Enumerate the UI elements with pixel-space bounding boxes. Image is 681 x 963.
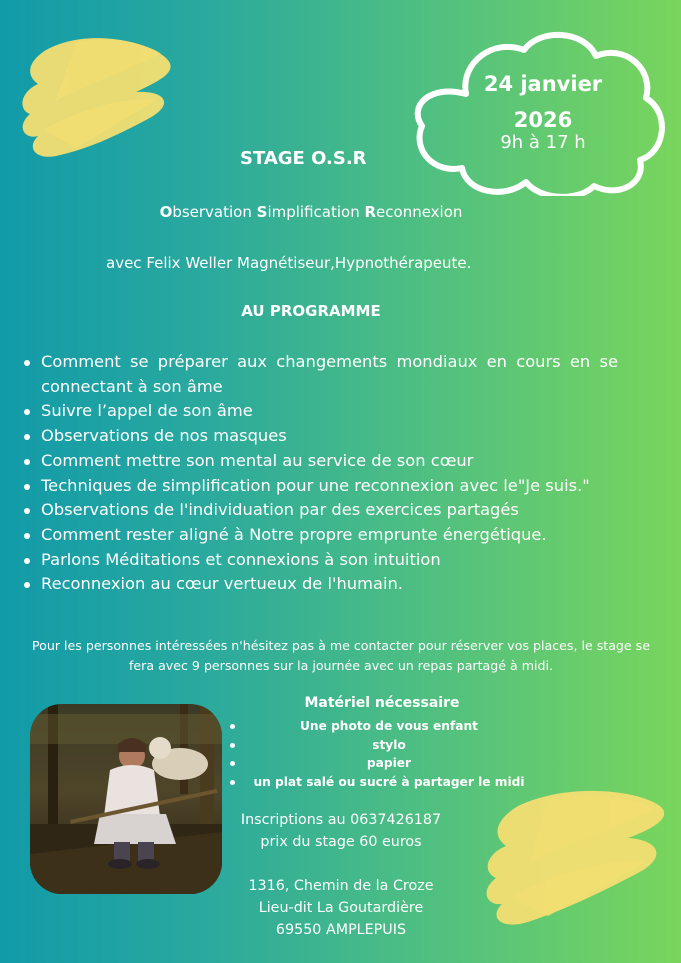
subtitle-word-simplification: implification — [267, 203, 365, 221]
facilitator-photo — [30, 704, 222, 894]
yellow-paint-stroke-bottom — [478, 782, 674, 930]
program-item: Techniques de simplification pour une reconnexion avec le"Je suis." — [22, 474, 618, 499]
event-date-day: 24 janvier — [483, 72, 603, 96]
subtitle-word-observation: bservation — [172, 203, 257, 221]
program-item: Comment mettre son mental au service de son cœur — [22, 449, 618, 474]
program-item: Observations de nos masques — [22, 424, 618, 449]
inscriptions-phone: Inscriptions au 0637426187 — [240, 812, 442, 828]
program-item: Comment se préparer aux changements mondiaux en cours en se connectant à son âme — [22, 350, 618, 399]
event-date-year: 2026 — [513, 108, 573, 132]
facilitator-line: avec Felix Weller Magnétiseur,Hypnothérapeute. — [106, 254, 472, 272]
subtitle — [0, 203, 622, 221]
address-line-2: Lieu-dit La Goutardière — [258, 900, 424, 916]
subtitle-initial-r: R — [364, 203, 377, 221]
stage-price: prix du stage 60 euros — [260, 834, 422, 850]
program-heading: AU PROGRAMME — [241, 302, 381, 320]
materials-list — [228, 717, 538, 791]
address-line-1: 1316, Chemin de la Croze — [248, 878, 434, 894]
info-note: Pour les personnes intéressées n'hésitez pas à me contacter pour réserver vos places, le stage se fera avec 9 personnes sur la journée avec un repas partagé à midi. — [32, 638, 650, 673]
program-item: Comment rester aligné à Notre propre emprunte énergétique. — [22, 523, 618, 548]
materials-item: papier — [228, 754, 538, 773]
program-item: Reconnexion au cœur vertueux de l'humain. — [22, 572, 618, 597]
event-date — [458, 66, 628, 138]
materials-item: un plat salé ou sucré à partager le midi — [228, 773, 538, 792]
subtitle-initial-o: O — [159, 203, 173, 221]
page-title: STAGE O.S.R — [240, 148, 367, 169]
program-item: Observations de l'individuation par des exercices partagés — [22, 498, 618, 523]
program-item: Parlons Méditations et connexions à son intuition — [22, 548, 618, 573]
materials-item: stylo — [228, 736, 538, 755]
materials-heading: Matériel nécessaire — [304, 695, 460, 711]
materials-item: Une photo de vous enfant — [228, 717, 538, 736]
event-hours: 9h à 17 h — [500, 132, 586, 153]
program-list — [22, 350, 618, 597]
yellow-paint-stroke-top — [16, 30, 186, 160]
subtitle-initial-s: S — [256, 203, 268, 221]
subtitle-word-reconnexion: econnexion — [376, 203, 463, 221]
address-line-3: 69550 AMPLEPUIS — [275, 922, 407, 938]
program-item: Suivre l’appel de son âme — [22, 399, 618, 424]
